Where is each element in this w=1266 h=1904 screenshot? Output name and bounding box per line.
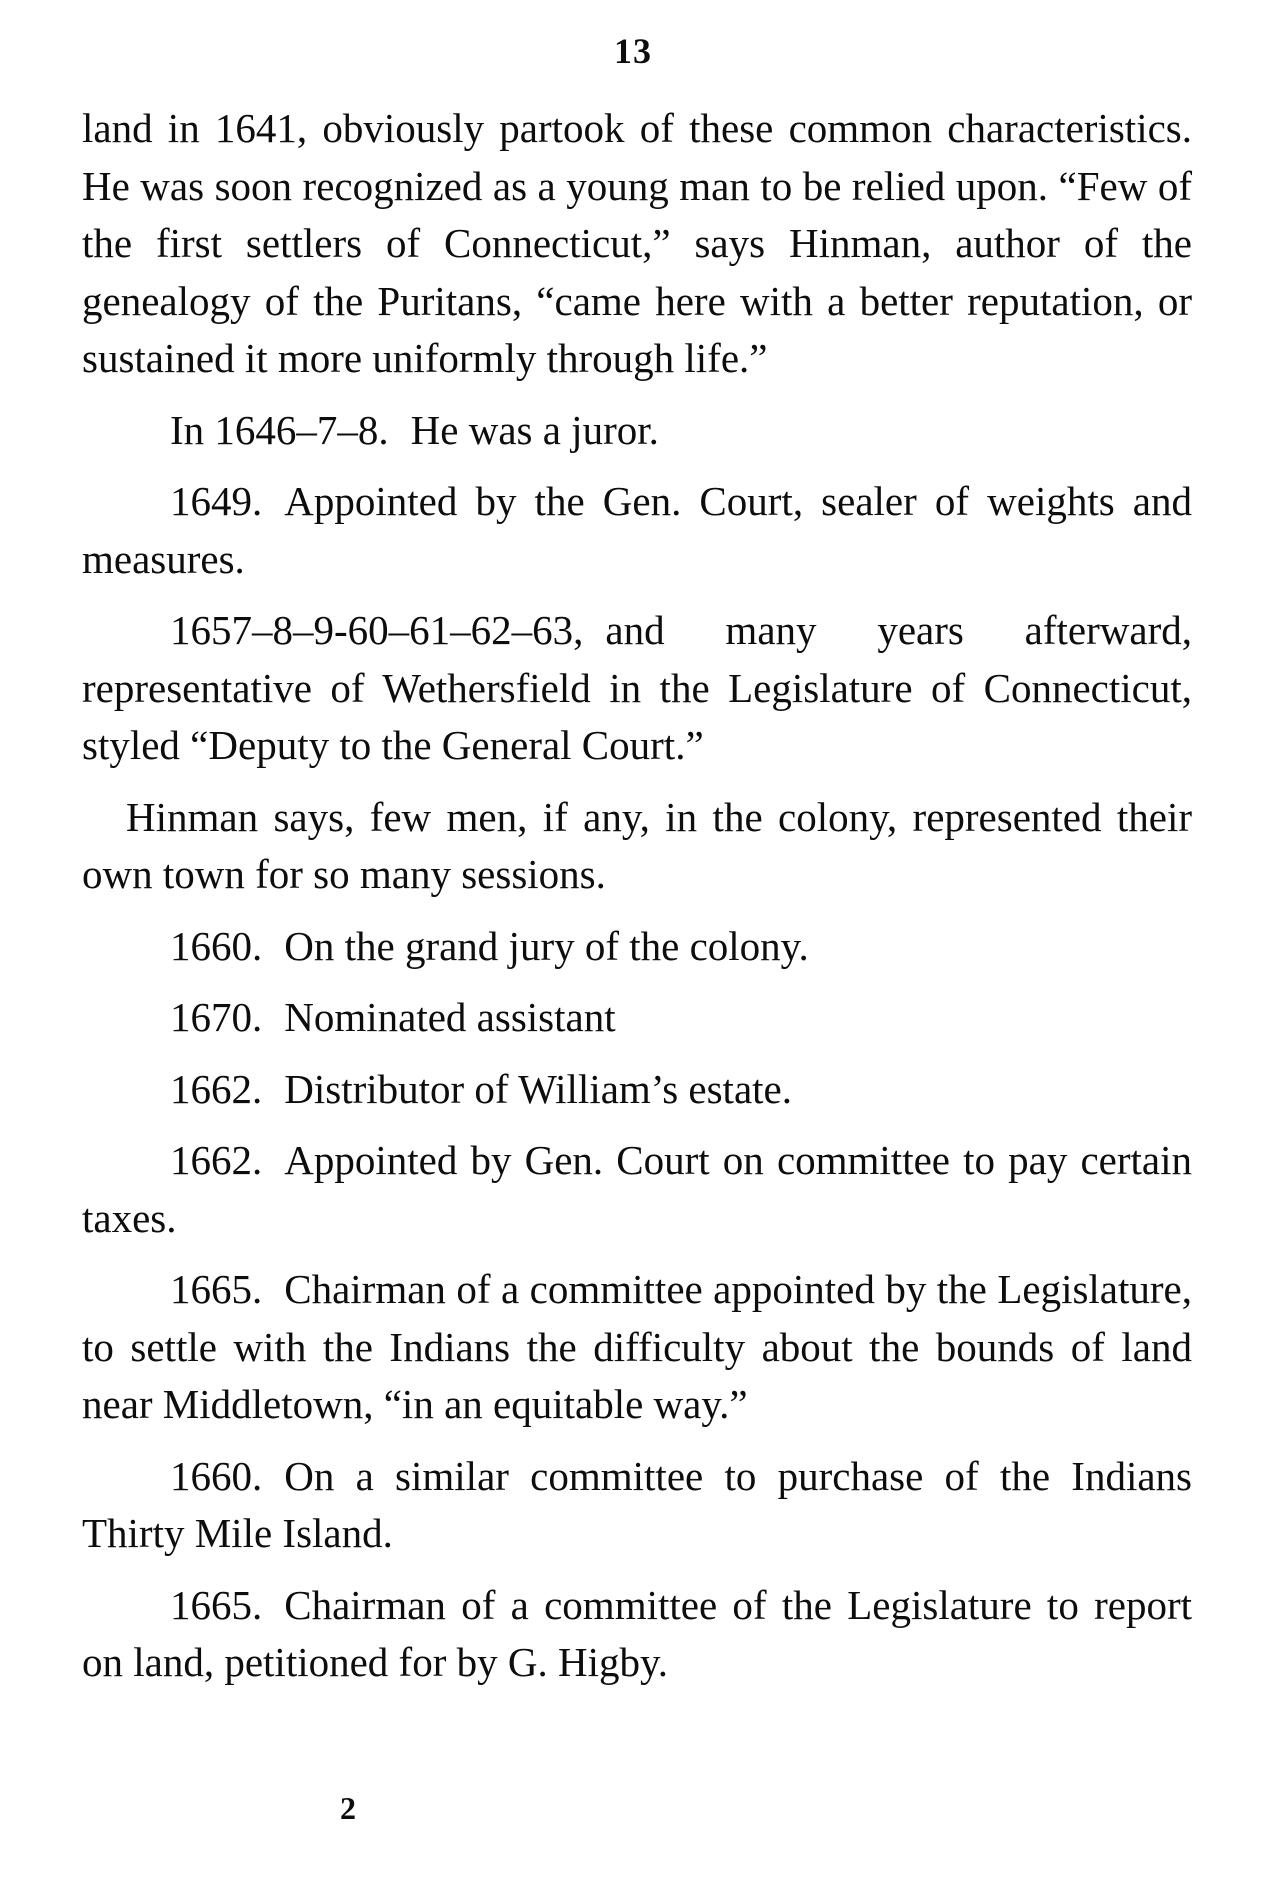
entry-text: says, few men, if any, in the colony, represented their own town for so many sessions.: [82, 793, 1192, 897]
entry-year: 1649.: [170, 478, 263, 524]
entry-text: Chairman of a committee appointed by the Legislature, to settle with the Indians the difficulty about the bounds of land near Middletown, “in an equitable way.”: [82, 1266, 1192, 1427]
entry-year: 1665.: [170, 1581, 263, 1628]
entry-year: 1662.: [170, 1137, 263, 1183]
entry-sealer: [82, 473, 1192, 588]
entry-text: Nominated assistant: [284, 994, 616, 1040]
entry-year: In 1646–7–8.: [170, 406, 389, 453]
entry-assistant: [82, 989, 1192, 1047]
entry-year: 1665.: [170, 1266, 263, 1312]
entry-year: 1670.: [170, 994, 263, 1040]
entry-year: 1660.: [170, 922, 263, 969]
entry-year: 1660.: [170, 1452, 263, 1499]
entry-distributor: [82, 1061, 1192, 1119]
entry-text: and many years afterward, representative of Wethersfield in the Legislature of Connecticut, styled “Deputy to the General Court.”: [82, 607, 1192, 768]
entry-year: 1662.: [170, 1065, 263, 1112]
entry-juror: [82, 402, 1192, 460]
entry-lead: Hinman: [126, 793, 259, 840]
entry-text: He was a juror.: [410, 406, 659, 453]
entry-year: 1657–8–9-60–61–62–63,: [170, 607, 584, 653]
entry-text: Appointed by the Gen. Court, sealer of weights and measures.: [82, 478, 1192, 582]
entry-thirty-mile-island: [82, 1448, 1192, 1563]
entry-taxes: [82, 1132, 1192, 1247]
entry-text: Distributor of William’s estate.: [284, 1065, 792, 1112]
entry-hinman: [82, 789, 1192, 904]
entry-middletown: [82, 1261, 1192, 1434]
paragraph-intro: land in 1641, obviously partook of these common characteristics. He was soon recognized as a young man to be relied upon. “Few of the first settlers of Connecticut,” says Hinman, author of the genealogy of the Puritans, “came here with a better reputation, or sustained it more uniformly through life.”: [82, 105, 1192, 381]
entry-higby: [82, 1577, 1192, 1692]
entry-representative: [82, 602, 1192, 775]
entry-text: On a similar committee to purchase of the Indians Thirty Mile Island.: [82, 1452, 1192, 1556]
page-number: 13: [614, 31, 652, 71]
body-text: [82, 100, 1192, 1706]
entry-text: Chairman of a committee of the Legislature to report on land, petitioned for by G. Higby.: [82, 1581, 1192, 1685]
entry-grand-jury: [82, 918, 1192, 976]
entry-text: On the grand jury of the colony.: [284, 922, 809, 969]
signature-mark: 2: [340, 1790, 356, 1826]
entry-text: Appointed by Gen. Court on committee to pay certain taxes.: [82, 1137, 1192, 1241]
